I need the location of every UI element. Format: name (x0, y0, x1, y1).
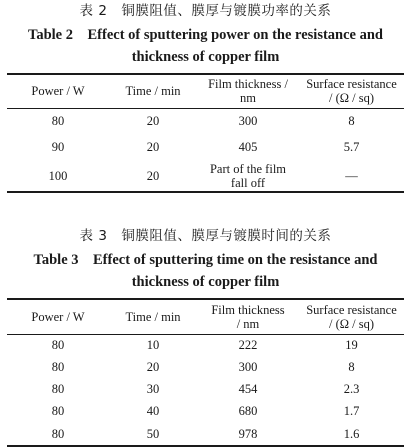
table2-cell-resistance: 5.7 (343, 140, 360, 154)
table3-cell-thickness: 978 (197, 422, 299, 446)
table3-cell-time: 10 (146, 338, 160, 353)
table3-cell-resistance: 1.6 (299, 422, 404, 446)
table3-cell-thickness: 222 (238, 338, 258, 353)
table2-cell-thickness: Part of the film fall off (197, 160, 299, 192)
table3-header-thickness: Film thickness / nm (197, 299, 299, 334)
table3-header-time: Time / min (109, 299, 197, 334)
table3-cell-resistance: 8 (348, 360, 355, 374)
table2-header-resistance: Surface resistance / (Ω / sq) (299, 74, 404, 108)
table3-cell-resistance: 2.3 (343, 382, 360, 396)
table2-english-caption-line2: thickness of copper film (131, 49, 280, 65)
table2-cell-power: 80 (51, 114, 65, 129)
table2-english-caption-line1: Table 2 Effect of sputtering power on the resistance and (28, 27, 383, 43)
table2-cell-power: 100 (7, 160, 109, 192)
table2-header-thickness: Film thickness / nm (197, 74, 299, 108)
table-row (7, 134, 404, 160)
table3-cell-power: 80 (7, 422, 109, 446)
table-row (7, 422, 404, 446)
table3-english-caption-line2: thickness of copper film (131, 274, 280, 290)
table3-chinese-caption: 表 3 铜膜阻值、膜厚与镀膜时间的关系 (79, 228, 332, 244)
table-row (7, 334, 404, 356)
table2-cell-thickness: 405 (238, 140, 258, 154)
table-row (7, 378, 404, 400)
table2-cell-resistance: — (299, 160, 404, 192)
table3-header-row (7, 299, 404, 334)
table3-cell-thickness: 300 (238, 360, 258, 374)
table2-cell-power: 90 (51, 140, 65, 154)
table3-cell-time: 30 (146, 382, 160, 396)
table2-header-row (7, 74, 404, 108)
table3-cell-resistance: 19 (345, 338, 358, 353)
table3-cell-time: 20 (146, 360, 160, 374)
table2-chinese-caption: 表 2 铜膜阻值、膜厚与镀膜功率的关系 (79, 3, 332, 19)
table2-cell-resistance: 8 (348, 114, 355, 129)
table3-cell-time: 40 (146, 404, 160, 418)
table2-cell-thickness: 300 (238, 114, 258, 129)
table-row (7, 160, 404, 192)
table3-english-caption-line1: Table 3 Effect of sputtering time on the resistance and (33, 252, 378, 268)
table2-cell-time: 20 (146, 114, 160, 129)
table2-cell-time: 20 (109, 160, 197, 192)
table2-section (7, 2, 404, 193)
table3-cell-power: 80 (51, 404, 65, 418)
table3-header-resistance: Surface resistance / (Ω / sq) (299, 299, 404, 334)
table2-cell-time: 20 (146, 140, 160, 154)
table2-header-power: Power / W (7, 74, 109, 108)
table3-header-power: Power / W (7, 299, 109, 334)
table3-cell-resistance: 1.7 (343, 404, 360, 418)
table3-cell-power: 80 (51, 338, 65, 353)
table3 (7, 298, 404, 447)
table3-cell-thickness: 680 (238, 404, 258, 418)
table2 (7, 73, 404, 193)
table3-cell-thickness: 454 (238, 382, 258, 396)
table3-cell-power: 80 (51, 360, 65, 374)
table-row (7, 108, 404, 134)
table-row (7, 400, 404, 422)
table2-header-time: Time / min (109, 74, 197, 108)
table3-cell-power: 80 (51, 382, 65, 396)
table3-cell-time: 50 (109, 422, 197, 446)
table-row (7, 356, 404, 378)
table3-section (7, 227, 404, 447)
